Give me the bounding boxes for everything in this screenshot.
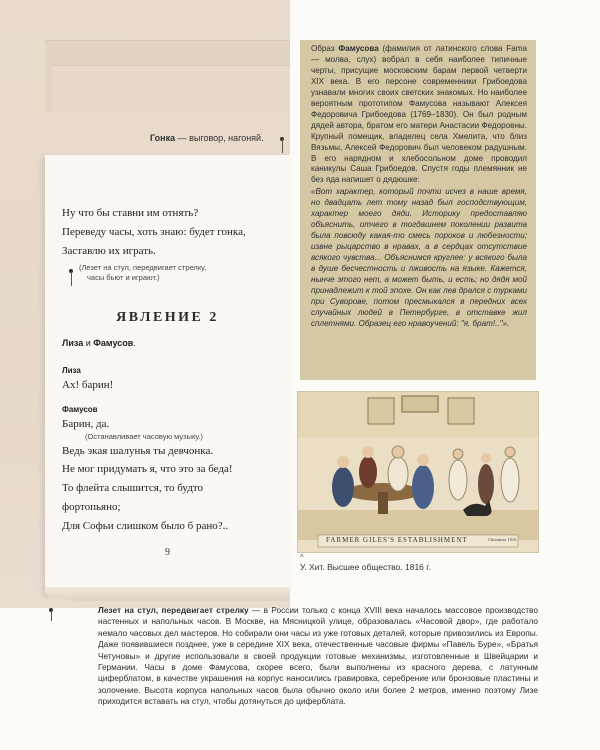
footnote-text: — в России только с конца XVIII века началось массовое производство настенных и напольных часов. В Москве, на Мясницкой улице, образовалась «Часовой двор», где работало немало часовых дел мастеров. Но собирали они часы из уже готовых деталей, которые привозились из Европы. Даже появившиеся позднее, уже в середине XIX века, отечественные часовые фирмы «Павель Буре», «Братья Четуновы» и другие использовали в своей продукции готовые механизмы, изготовленные в Швейцарии и Германии. Часы в доме Фамусова, скорее всего, были выполнены из красного дерева, с латунным циферблатом, в качестве украшения на корпус наносились гравировка, серебрение или бронзовые пластины и золочение. Высота корпуса напольных часов была обычно около или более 2 метров, именно поэтому Лизе приходится вставать на стул, чтобы дотянуться до циферблата.: [98, 605, 538, 707]
intro-text: Образ: [311, 44, 339, 53]
glossary-marker-line: [282, 139, 283, 153]
verse-line: Не мог придумать я, что это за беда!: [62, 463, 233, 475]
speaker-name: Лиза: [62, 366, 81, 375]
sidebar-text: [311, 44, 527, 330]
stage-marker-line: [71, 272, 72, 286]
verse-line: Заставлю их играть.: [62, 245, 156, 257]
intro-text: (фамилия от латинского слова Fama — молва, слух) вобрал в себя наиболее типичные черты, присущие московским барам первой четверти XIX века. В его персоне современники Грибоедова узнавали многих своих светских знакомых. Но наиболее вероятным прототипом Фамусова называют Алексея Федоровича Грибоедова (1769–1830). Он был родным дядей автора, братом его матери Анастасии Федоровны. Крупный помещик, владелец села Хмелита, что близ Вязьмы, Алексей Федорович был человеком радушным. В его нарядном и хлебосольном доме проводил каникулы Саша Грибоедов. Спустя годы племянник не без яда напишет о дядюшке:: [311, 44, 527, 185]
verse-line: Ах! барин!: [62, 379, 114, 391]
speaker-name: Фамусов: [62, 405, 98, 414]
scene-persons: [62, 338, 136, 348]
footnote-marker-line: [51, 611, 52, 621]
verse-line: Ну что бы ставни им отнять?: [62, 207, 199, 219]
glossary-term: Гонка: [150, 133, 176, 143]
scene-title: ЯВЛЕНИЕ 2: [116, 310, 219, 325]
persons-end: .: [133, 338, 136, 348]
image-caption: У. Хит. Высшее общество. 1816 г.: [300, 562, 431, 572]
caption-marker: ^: [300, 553, 304, 562]
intro-name: Фамусова: [338, 44, 379, 53]
person-name: Фамусов: [93, 338, 134, 348]
stage-direction-line: часы бьют и играют.): [87, 273, 160, 282]
paper-fold: [52, 65, 290, 116]
verse-line: Ведь экая шалунья ты девчонка.: [62, 445, 214, 457]
plaque-text: FARMER GILES'S ESTABLISHMENT: [326, 536, 468, 544]
page-number: 9: [165, 547, 170, 558]
verse-line: Переведу часы, хоть знаю: будет гонка,: [62, 226, 246, 238]
person-name: Лиза: [62, 338, 84, 348]
verse-line: То флейта слышится, то будто: [62, 482, 203, 494]
sidebar-intro: [311, 44, 527, 186]
engraving-illustration: [298, 392, 538, 552]
clock-footnote: [98, 605, 538, 708]
verse-line: Барин, да.: [62, 418, 110, 430]
stage-direction-line: (Лезет на стул, передвигает стрелку,: [79, 263, 207, 272]
engraving-image: [298, 392, 538, 552]
page-curl: [45, 587, 290, 601]
persons-conjunction: и: [83, 338, 94, 348]
verse-line: Для Софьи слишком было б рано?..: [62, 520, 229, 532]
stage-direction: [79, 263, 206, 283]
book-page: [45, 155, 290, 593]
famusov-sidebar: [300, 40, 536, 380]
glossary-definition: — выговор, нагоняй.: [175, 133, 264, 143]
verse-line: фортопьяно;: [62, 501, 121, 513]
glossary-gonka: [150, 133, 264, 143]
stage-direction: (Останавливает часовую музыку.): [85, 432, 203, 441]
footnote-term: Лезет на стул, передвигает стрелку: [98, 605, 249, 615]
uncle-quote: «Вот характер, который почти исчез в наше время, но двадцать лет тому назад был господствующим, характер моего дяди. Историку предоставляю объяснить, отчего в тогдашнем поколении развита была повсюду какая-то смесь пороков и любезности; извне рыцарство в нравах, а в сердцах отсутствие всякого чувства... Объяснимся круглее: у всякого была в душе бесчестность и лживость на языке. Кажется, нынче этого нет, а может быть, и есть; но дядя мой принадлежит к той эпохе. Он как лев дрался с турками при Суворове, потом пресмыкался в передних всех случайных людей в Петербурге, в отставке жил сплетнями. Образец его нравоучений: "я, брат!.."».: [311, 187, 527, 328]
plaque-small-text: Christmas 1816: [488, 537, 517, 542]
